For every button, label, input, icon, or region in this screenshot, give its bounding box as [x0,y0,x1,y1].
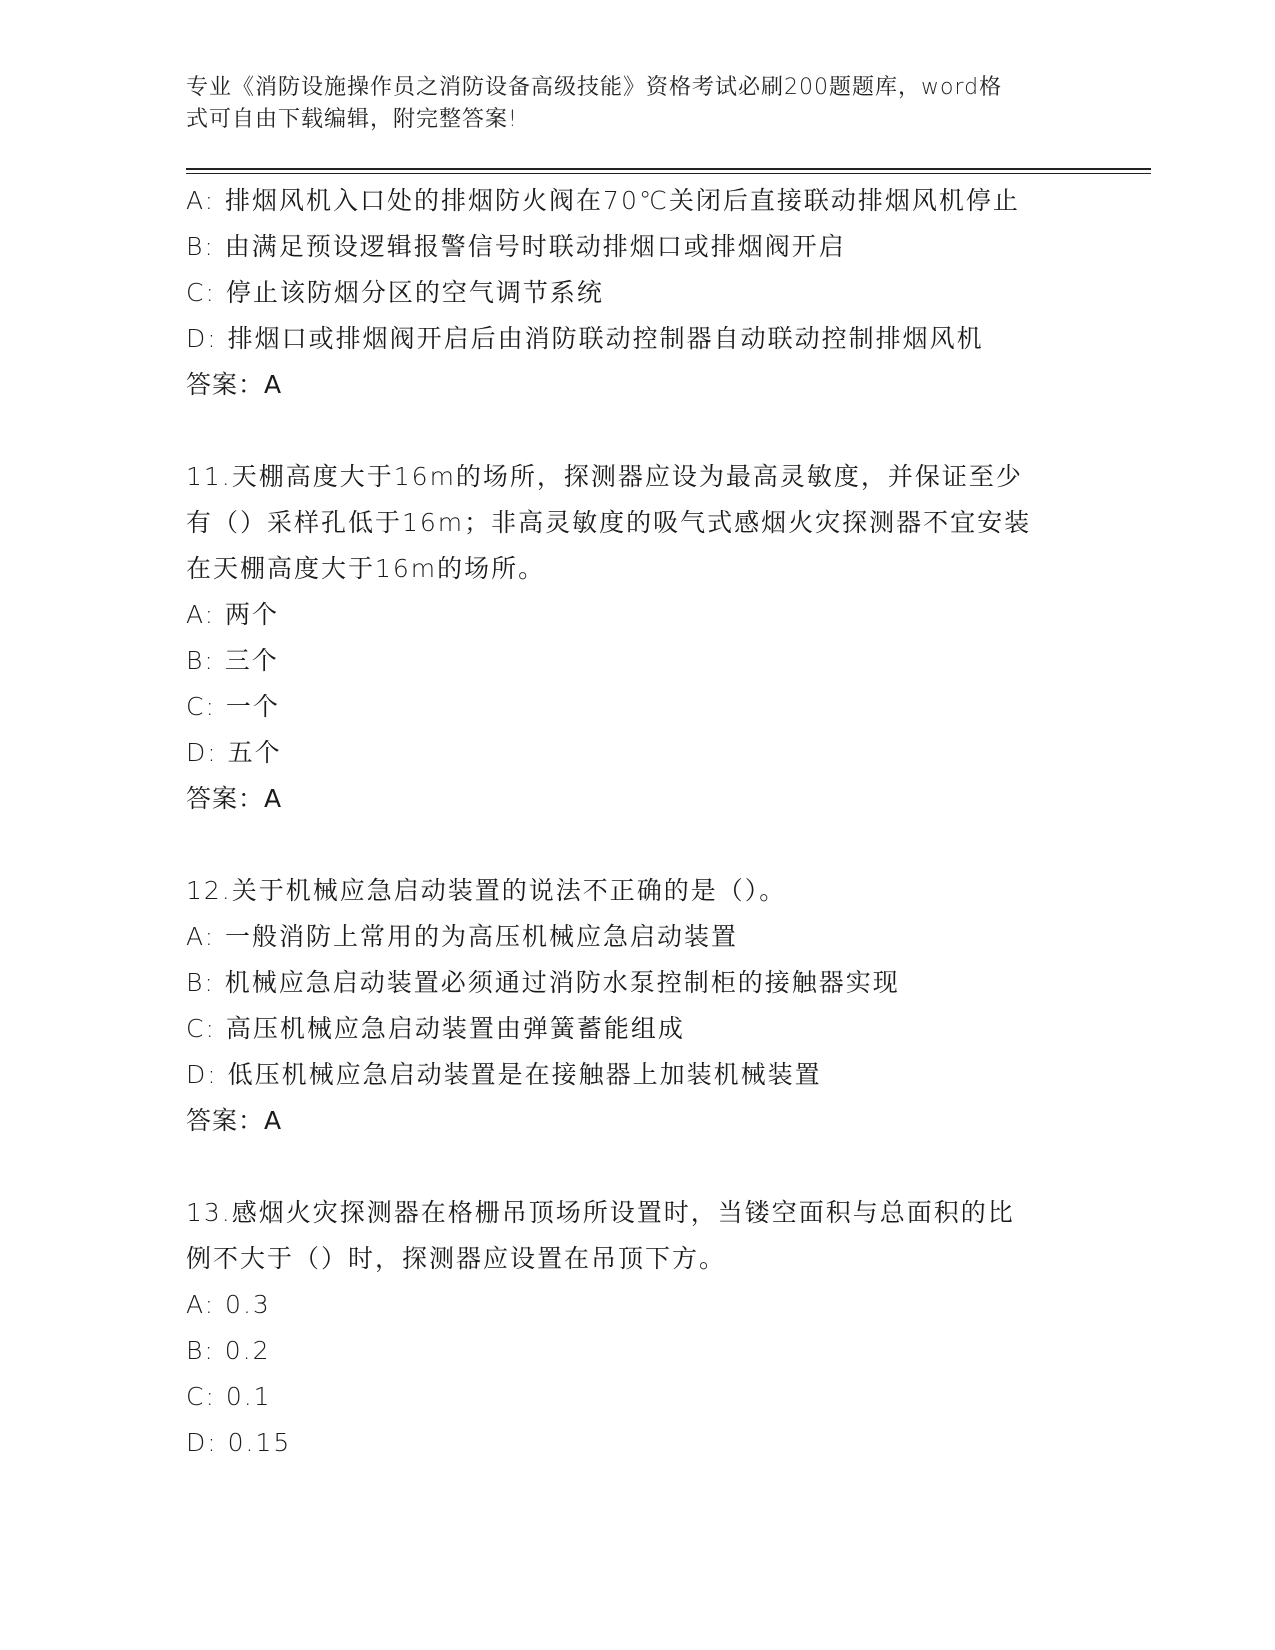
spacer [186,1144,1151,1190]
question-11 [186,454,1151,822]
option-d: D: 五个 [186,738,282,767]
spacer [186,408,1151,454]
option-a: A: 两个 [186,600,280,629]
document-page [186,72,1151,1466]
question-text-line: 12.关于机械应急启动装置的说法不正确的是（）。 [186,876,787,905]
answer: 答案：A [186,1106,283,1135]
option-b: B: 由满足预设逻辑报警信号时联动排烟口或排烟阀开启 [186,232,846,261]
option-c: C: 一个 [186,692,280,721]
option-c: C: 停止该防烟分区的空气调节系统 [186,278,604,307]
option-b: B: 机械应急启动装置必须通过消防水泵控制柜的接触器实现 [186,968,900,997]
option-d: D: 排烟口或排烟阀开启后由消防联动控制器自动联动控制排烟风机 [186,324,984,353]
option-c: C: 0.1 [186,1382,272,1411]
option-a: A: 排烟风机入口处的排烟防火阀在70℃关闭后直接联动排烟风机停止 [186,186,1020,215]
option-d: D: 低压机械应急启动装置是在接触器上加装机械装置 [186,1060,822,1089]
question-text-line: 11.天棚高度大于16m的场所，探测器应设为最高灵敏度，并保证至少 [186,462,1023,491]
answer: 答案：A [186,370,283,399]
option-a: A: 0.3 [186,1290,271,1319]
question-10 [186,178,1151,408]
question-13 [186,1190,1151,1466]
question-text-line: 有（）采样孔低于16m；非高灵敏度的吸气式感烟火灾探测器不宜安装 [186,508,1032,537]
document-header [186,72,1151,136]
question-12 [186,868,1151,1144]
header-line-2: 式可自由下载编辑，附完整答案! [186,107,518,132]
option-d: D: 0.15 [186,1428,292,1457]
question-text-line: 在天棚高度大于16m的场所。 [186,554,546,583]
option-a: A: 一般消防上常用的为高压机械应急启动装置 [186,922,739,951]
question-text-line: 例不大于（）时，探测器应设置在吊顶下方。 [186,1244,727,1273]
spacer [186,822,1151,868]
answer: 答案：A [186,784,283,813]
header-line-1: 专业《消防设施操作员之消防设备高级技能》资格考试必刷200题题库，word格 [186,75,1003,100]
option-c: C: 高压机械应急启动装置由弹簧蓄能组成 [186,1014,685,1043]
header-divider [186,168,1151,174]
question-text-line: 13.感烟火灾探测器在格栅吊顶场所设置时，当镂空面积与总面积的比 [186,1198,1015,1227]
option-b: B: 三个 [186,646,279,675]
option-b: B: 0.2 [186,1336,271,1365]
